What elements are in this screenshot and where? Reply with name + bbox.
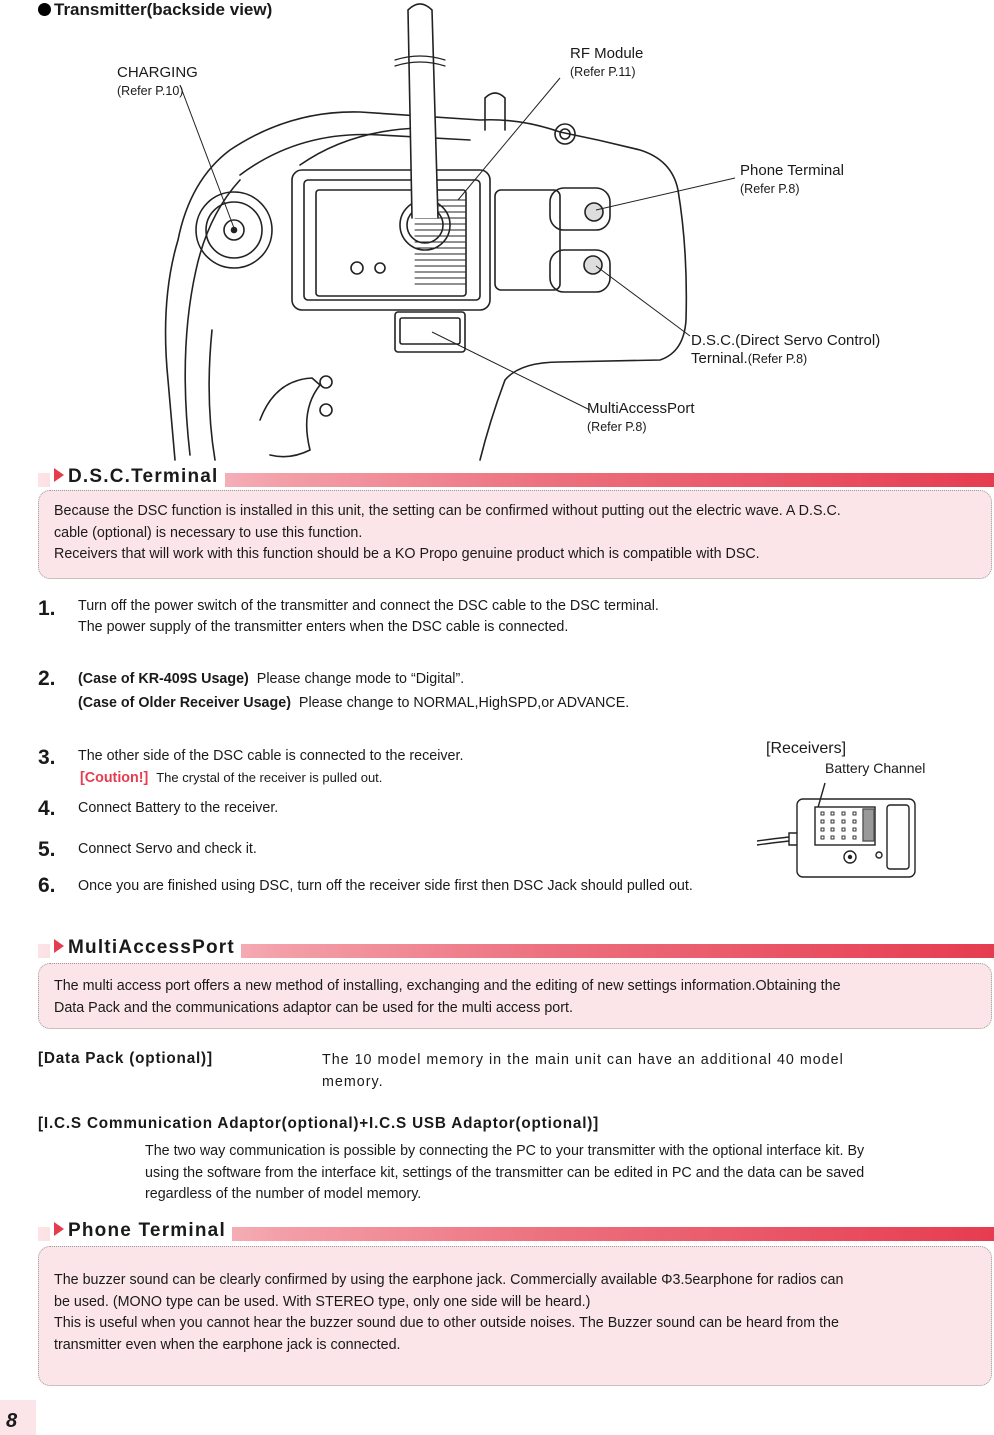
data-pack-text: The 10 model memory in the main unit can have an additional 40 model memory. (322, 1052, 844, 1090)
triangle-icon (54, 468, 64, 482)
step-3-text: The other side of the DSC cable is connected to the receiver. [Coution!] The crystal of the receiver is pulled out. (78, 748, 464, 786)
step-number: 1. (38, 597, 56, 620)
multiaccess-callout: MultiAccessPort (Refer P.8) (587, 400, 695, 434)
dsc-info-box: Because the DSC function is installed in this unit, the setting can be confirmed without putting out the electric wave. A D.S.C. cable (optional) is necessary to use this function. Receivers that will work with this function should be a KO Propo genuine product which is compatible with DSC. (38, 490, 992, 579)
ics-text: The two way communication is possible by connecting the PC to your transmitter with the optional interface kit. By using the software from the interface kit, settings of the transmitter can be edited in PC and the data can be saved regardless of the number of model memory. (145, 1143, 865, 1202)
phone-terminal-callout: Phone Terminal (Refer P.8) (740, 162, 844, 196)
page-number: 8 (6, 1410, 18, 1432)
step-number: 6. (38, 874, 56, 897)
step-number: 4. (38, 797, 56, 820)
section-heading-dsc: D.S.C.Terminal (50, 466, 225, 488)
receivers-title: [Receivers] (766, 740, 847, 757)
section-heading-multiaccess: MultiAccessPort (50, 937, 241, 959)
dsc-callout: D.S.C.(Direct Servo Control) Terninal.(Refer P.8) (691, 332, 881, 367)
step-number: 2. (38, 667, 56, 690)
charging-callout: CHARGING (Refer P.10) (117, 64, 198, 98)
trigger (260, 378, 320, 457)
antenna (408, 4, 438, 218)
multiaccess-info-box: The multi access port offers a new method of installing, exchanging and the editing of new settings information.Obtaining the Data Pack and the communications adaptor can be used for the multi access port. (38, 963, 992, 1029)
rf-module-callout: RF Module (Refer P.11) (570, 45, 644, 79)
step-2-text: (Case of KR-409S Usage) Please change mode to “Digital”. (Case of Older Receiver Usage) Please change to NORMAL,HighSPD,or ADVANCE. (78, 671, 630, 711)
step-5-text: Connect Servo and check it. (78, 841, 257, 857)
receiver-drawing (755, 775, 925, 885)
step-4-text: Connect Battery to the receiver. (78, 800, 279, 816)
ics-heading: [I.C.S Communication Adaptor(optional)+I.C.S USB Adaptor(optional)] (38, 1115, 600, 1132)
step-6-text: Once you are finished using DSC, turn off the receiver side first then DSC Jack should pulled out. (78, 878, 693, 894)
step-1-text: Turn off the power switch of the transmitter and connect the DSC cable to the DSC terminal. The power supply of the transmitter enters when the DSC cable is connected. (78, 598, 659, 635)
section-heading-phone: Phone Terminal (50, 1220, 232, 1242)
step-number: 3. (38, 746, 56, 769)
phone-info-box: The buzzer sound can be clearly confirmed by using the earphone jack. Commercially available Φ3.5earphone for radios can be used. (MONO type can be used. With STEREO type, only one side will be heard.) This is useful when you cannot hear the buzzer sound due to other outside noises. The Buzzer sound can be heard from the transmitter even when the earphone jack is connected. (38, 1246, 992, 1386)
battery-channel-label: Battery Channel (825, 760, 926, 776)
triangle-icon (54, 939, 64, 953)
step-number: 5. (38, 838, 56, 861)
data-pack-heading: [Data Pack (optional)] (38, 1050, 213, 1067)
rf-module-frame (292, 170, 490, 310)
triangle-icon (54, 1222, 64, 1236)
figure-title: Transmitter(backside view) (38, 0, 272, 20)
